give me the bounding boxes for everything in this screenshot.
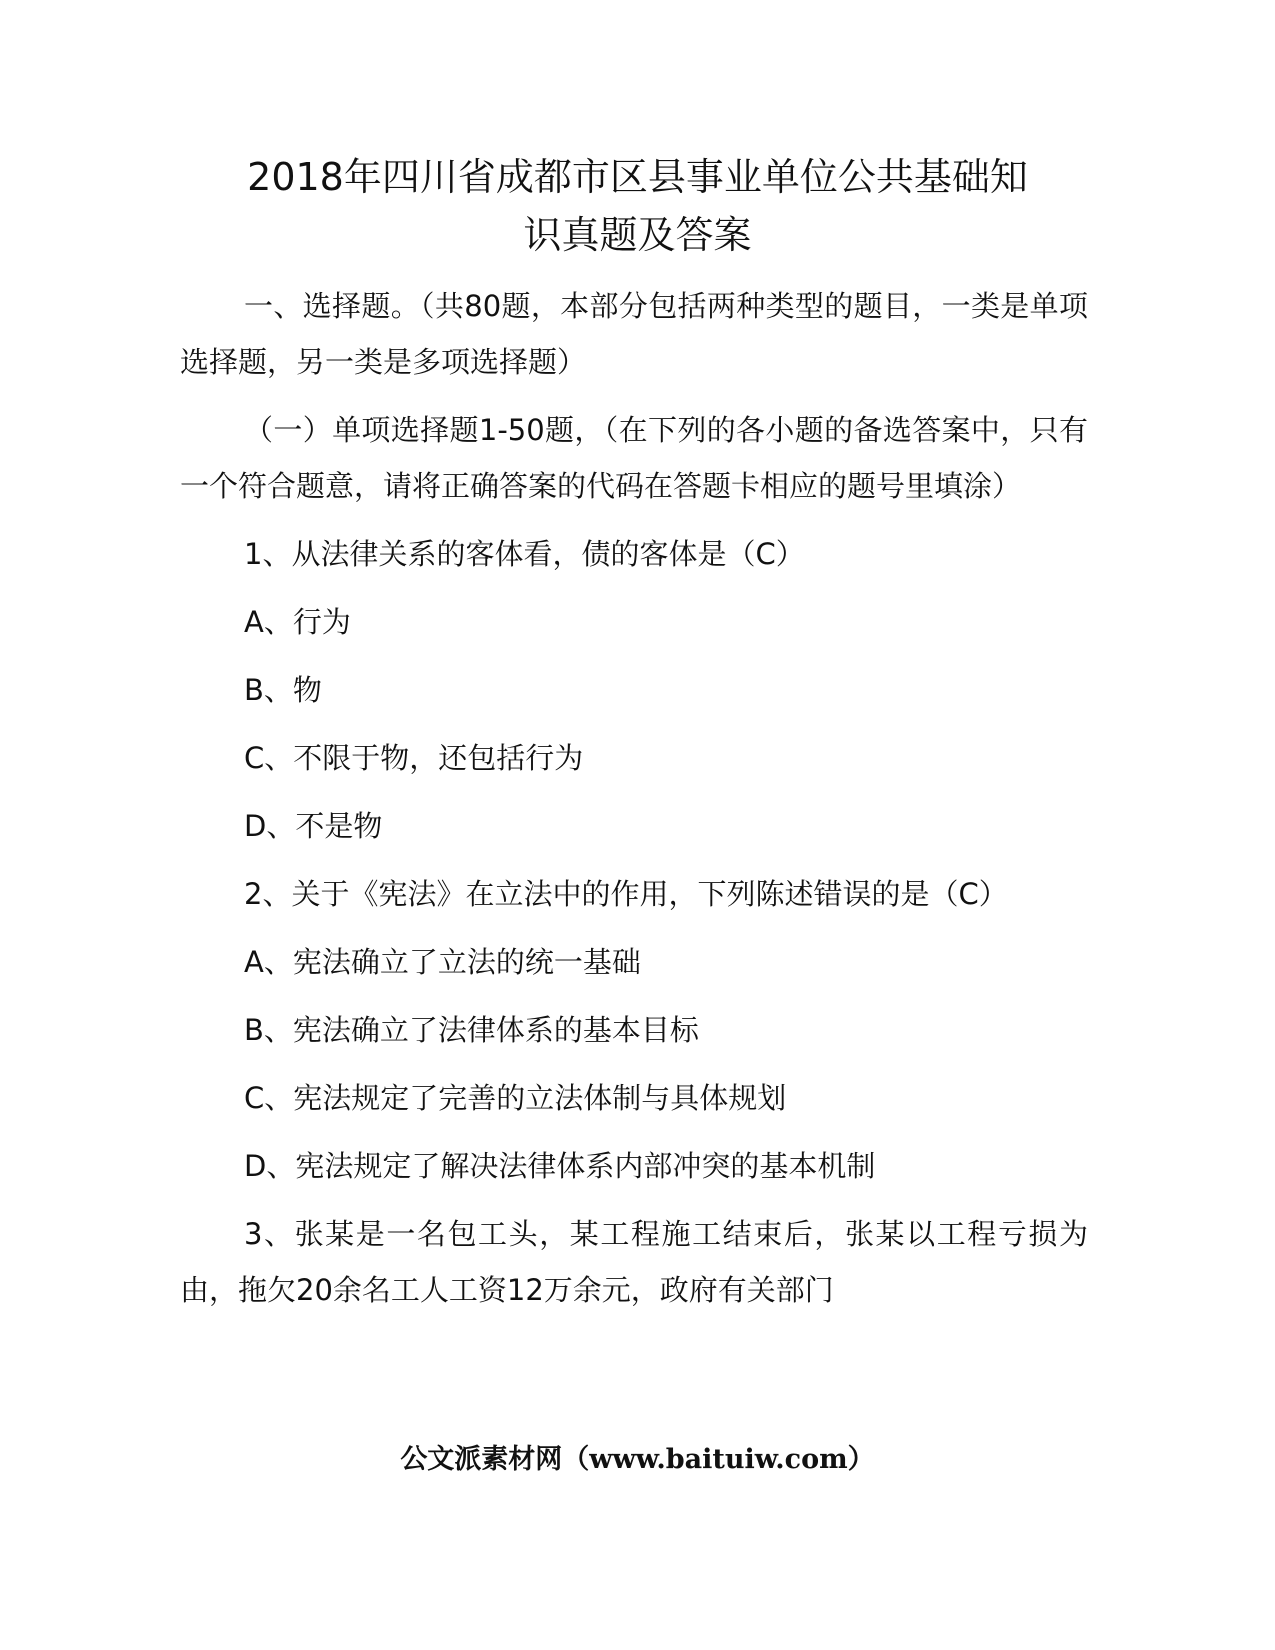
question-2-option-d: D、宪法规定了解决法律体系内部冲突的基本机制 [244, 1149, 876, 1183]
subsection-heading: （一）单项选择题1-50题，（在下列的各小题的备选答案中，只有一个符合题意，请将正确答案的代码在答题卡相应的题号里填涂） [180, 413, 1088, 503]
question-1-stem: 1、从法律关系的客体看，债的客体是（C） [244, 537, 805, 571]
question-3-stem: 3、张某是一名包工头，某工程施工结束后，张某以工程亏损为由，拖欠20余名工人工资12万余元，政府有关部门 [180, 1217, 1088, 1307]
section-heading: 一、选择题。（共80题，本部分包括两种类型的题目，一类是单项选择题，另一类是多项选择题） [180, 289, 1088, 379]
title-line-2: 识真题及答案 [523, 213, 752, 257]
question-1-option-a: A、行为 [244, 605, 351, 639]
document-title [180, 148, 1095, 264]
question-2-option-a: A、宪法确立了立法的统一基础 [244, 945, 641, 979]
question-2-option-c: C、宪法规定了完善的立法体制与具体规划 [244, 1081, 787, 1115]
title-line-1: 2018年四川省成都市区县事业单位公共基础知 [247, 155, 1028, 199]
question-1-option-b: B、物 [244, 673, 322, 707]
document-body [180, 278, 1088, 1330]
question-2-stem: 2、关于《宪法》在立法中的作用，下列陈述错误的是（C） [244, 877, 1008, 911]
question-2-option-b: B、宪法确立了法律体系的基本目标 [244, 1013, 699, 1047]
question-1-option-c: C、不限于物，还包括行为 [244, 741, 584, 775]
footer-watermark: 公文派素材网（www.baituiw.com） [400, 1444, 875, 1475]
question-1-option-d: D、不是物 [244, 809, 383, 843]
